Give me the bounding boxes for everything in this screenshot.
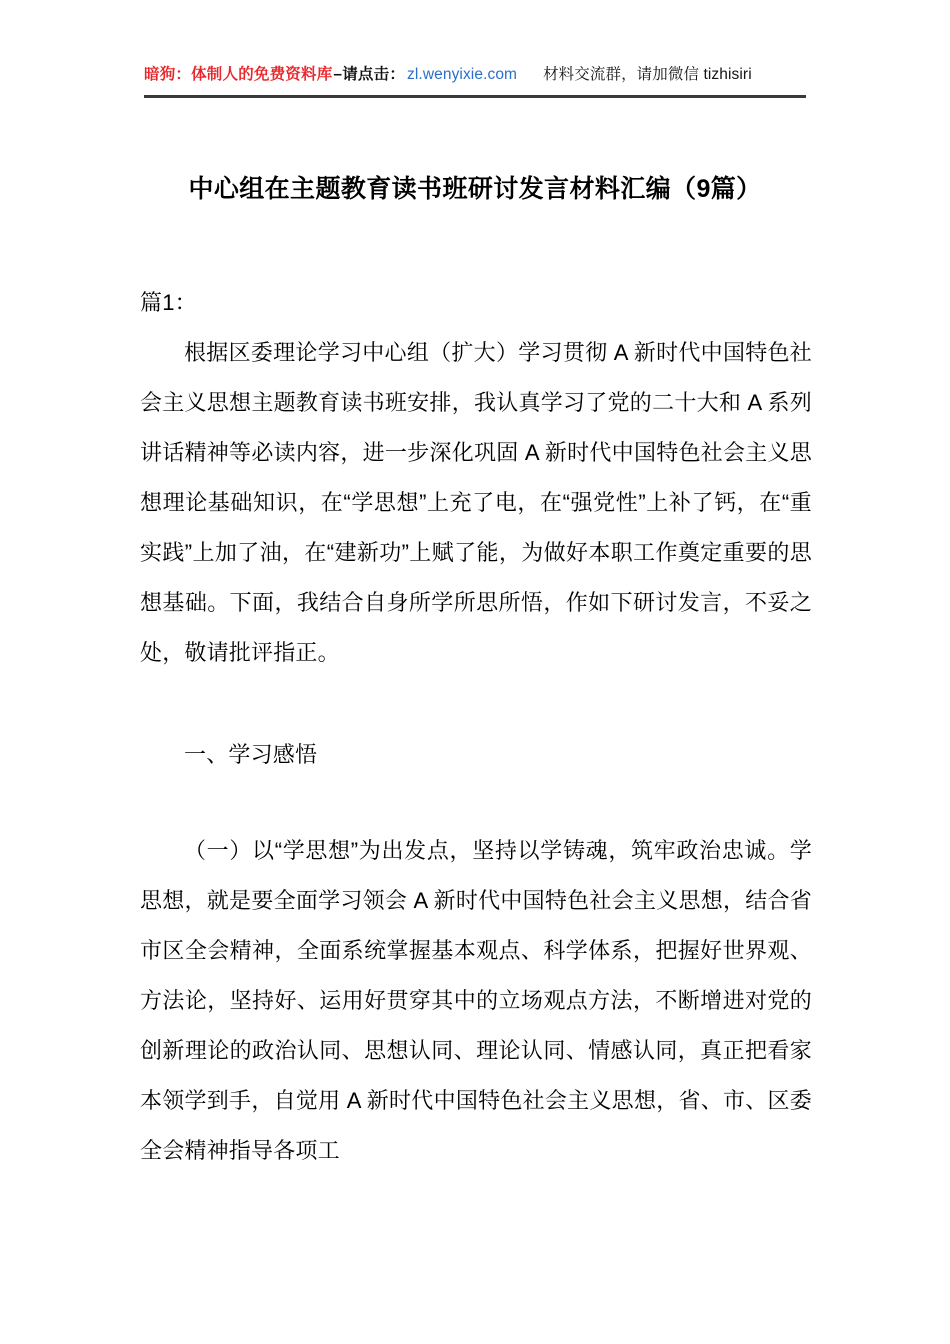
piece-label: 篇1： bbox=[140, 290, 197, 315]
section-heading-one: 一、学习感悟 bbox=[184, 742, 318, 767]
promo-click-label: –请点击： bbox=[333, 66, 406, 84]
promo-brand-text: 暗狗：体制人的免费资料库 bbox=[144, 66, 333, 84]
promo-header bbox=[144, 58, 806, 92]
document-body bbox=[140, 278, 812, 1176]
page-title: 中心组在主题教育读书班研讨发言材料汇编（9篇） bbox=[188, 174, 762, 203]
promo-wechat-text: 材料交流群，请加微信 tizhisiri bbox=[543, 66, 752, 84]
promo-site-link[interactable]: zl.wenyixie.com bbox=[407, 66, 518, 84]
spacer bbox=[140, 678, 812, 730]
paragraph-subsection-one: （一）以“学思想”为出发点，坚持以学铸魂，筑牢政治忠诚。学思想，就是要全面学习领会 A 新时代中国特色社会主义思想，结合省市区全会精神，全面系统掌握基本观点、科学体系，把握好世界观、方法论，坚持好、运用好贯穿其中的立场观点方法，不断增进对党的创新理论的政治认同、思想认同、理论认同、情感认同，真正把看家本领学到手，自觉用 A 新时代中国特色社会主义思想，省、市、区委全会精神指导各项工 bbox=[140, 838, 812, 1163]
spacer bbox=[140, 780, 812, 826]
paragraph-intro: 根据区委理论学习中心组（扩大）学习贯彻 A 新时代中国特色社会主义思想主题教育读书班安排，我认真学习了党的二十大和 A 系列讲话精神等必读内容，进一步深化巩固 A 新时代中国特色社会主义思想理论基础知识，在“学思想”上充了电，在“强党性”上补了钙，在“重实践”上加了油，在“建新功”上赋了能，为做好本职工作奠定重要的思想基础。下面，我结合自身所学所思所悟，作如下研讨发言，不妥之处，敬请批评指正。 bbox=[140, 340, 812, 665]
header-divider bbox=[144, 95, 806, 98]
